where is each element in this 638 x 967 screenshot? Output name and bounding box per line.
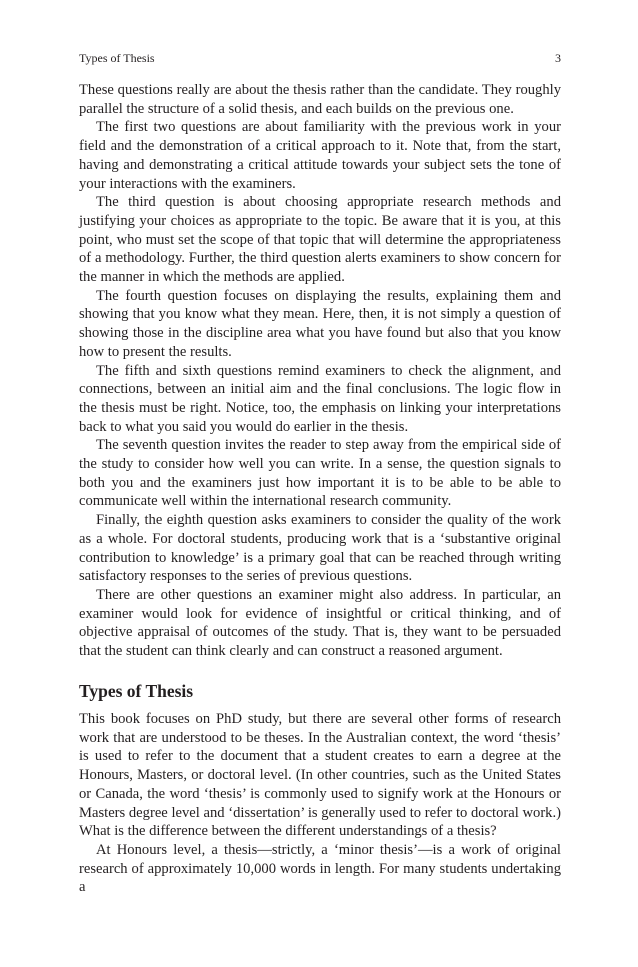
paragraph: There are other questions an examiner might also address. In particular, an examiner would look for evidence of insightful or critical thinking, and of objective appraisal of outcomes of the study. That is, they want to be persuaded that the student can think clearly and can construct a reasoned argument.	[79, 586, 561, 660]
paragraph: At Honours level, a thesis—strictly, a ‘minor thesis’—is a work of original research of approximately 10,000 words in length. For many students undertaking a	[79, 841, 561, 896]
paragraph: The third question is about choosing appropriate research methods and justifying your choices as appropriate to the topic. Be aware that it is you, at this point, who must set the scope of that topic that will determine the appropriateness of a methodology. Further, the third question alerts examiners to show concern for the manner in which the methods are applied.	[79, 194, 561, 286]
paragraph: The fifth and sixth questions remind examiners to check the alignment, and connections, between an initial aim and the final conclusions. The logic flow in the thesis must be right. Notice, too, the emphasis on linking your interpretations back to what you said you would do earlier in the thesis.	[79, 362, 561, 435]
paragraph: The seventh question invites the reader to step away from the empirical side of the study to consider how well you can write. In a sense, the question signals to both you and the examiners just how important it is to be able to be able to communicate well within the international research community.	[79, 437, 561, 510]
body-text	[79, 81, 561, 661]
section-heading: Types of Thesis	[79, 680, 194, 701]
page-number: 3	[555, 51, 561, 65]
paragraph: Finally, the eighth question asks examiners to consider the quality of the work as a whole. For doctoral students, producing work that is a ‘substantive original contribution to knowledge’ is a primary goal that can be reached through writing satisfactory responses to the series of previous questions.	[79, 512, 561, 585]
paragraph: The fourth question focuses on displaying the results, explaining them and showing that you know what they mean. Here, then, it is not simply a question of showing those in the discipline area what you have found but also that you know how to present the results.	[79, 287, 561, 360]
paragraph: These questions really are about the thesis rather than the candidate. They roughly parallel the structure of a solid thesis, and each builds on the previous one.	[79, 82, 561, 117]
paragraph: The first two questions are about familiarity with the previous work in your field and the demonstration of a critical approach to it. Note that, from the start, having and demonstrating a critical attitude towards your subject sets the tone of your interactions with the examiners.	[79, 119, 561, 192]
running-title: Types of Thesis	[79, 51, 155, 65]
paragraph: This book focuses on PhD study, but there are several other forms of research work that are understood to be theses. In the Australian context, the word ‘thesis’ is used to refer to the document that a student creates to earn a degree at the Honours, Masters, or doctoral level. (In other countries, such as the United States or Canada, the word ‘thesis’ is commonly used to signify work at the Honours or Masters degree level and ‘dissertation’ is generally used to refer to doctoral work.) What is the difference between the different understandings of a thesis?	[79, 711, 561, 840]
section-text	[79, 710, 561, 897]
